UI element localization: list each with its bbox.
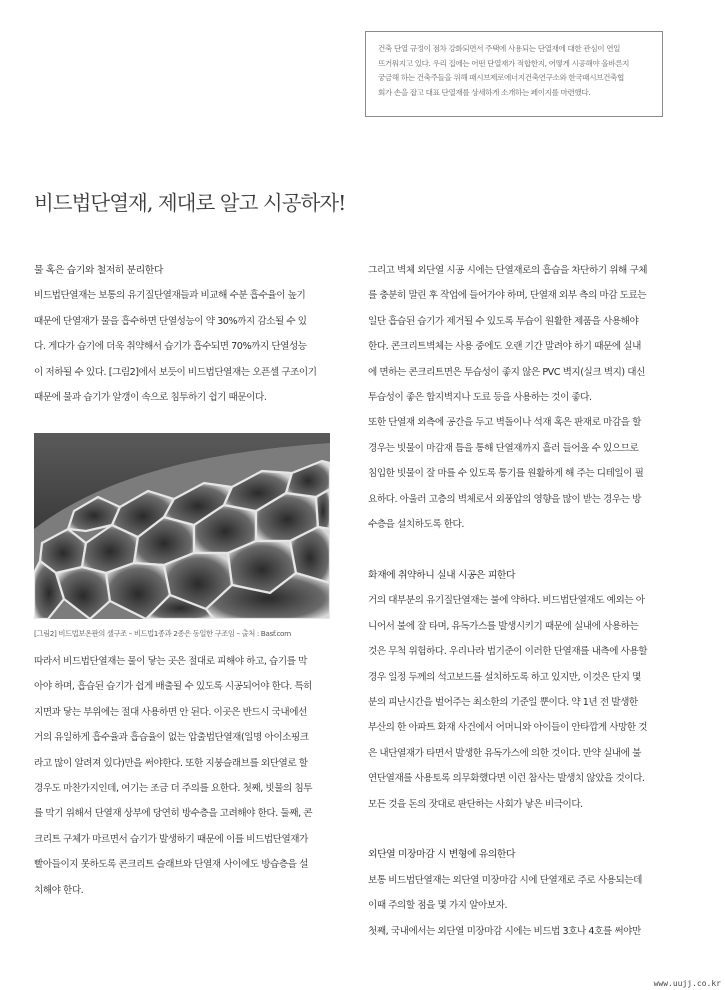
body-line: 를 충분히 말린 후 작업에 들어가야 하며, 단열재 외부 측의 마감 도료는 <box>368 290 647 302</box>
intro-line: 궁금해 하는 건축주들을 위해 패시브제로에너지건축연구소와 한국패시브건축협 <box>378 73 624 83</box>
intro-line: 뜨거워지고 있다. 우리 집에는 어떤 단열재가 적합한지, 어떻게 시공해야 올바른지 <box>378 58 630 68</box>
body-line: 은 내단열재가 타면서 발생한 유독가스에 의한 것이다. 만약 실내에 불 <box>368 747 641 759</box>
section-heading: 화재에 취약하니 실내 시공은 피한다 <box>368 569 516 581</box>
body-line: 일단 흡습된 습기가 제거될 수 있도록 투습이 원활한 제품을 사용해야 <box>368 315 639 327</box>
body-line: 를 막기 위해서 단열재 상부에 당연히 방수층을 고려해야 한다. 둘째, 콘 <box>34 808 313 820</box>
body-line: 요하다. 아울러 고층의 벽체로서 외풍압의 영향을 많이 받는 경우는 방 <box>368 493 641 505</box>
intro-box <box>365 31 663 117</box>
body-line: 부산의 한 아파트 화재 사건에서 어머니와 아이들이 안타깝게 사망한 것 <box>368 722 648 734</box>
body-line: 니어서 불에 잘 타며, 유독가스를 발생시키기 때문에 실내에 사용하는 <box>368 620 639 632</box>
left-column-bottom <box>34 649 340 903</box>
body-line: 거의 유일하게 흡수율과 흡습율이 없는 압출법단열재(일명 아이소핑크 <box>34 732 309 744</box>
section-heading: 물 혹은 습기와 철저히 분리한다 <box>34 265 163 276</box>
body-line: 치해야 한다. <box>34 884 84 896</box>
body-line: 경우 일정 두께의 석고보드를 설치하도록 하고 있지만, 이것은 단지 몇 <box>368 671 641 683</box>
body-line: 에 면하는 콘크리트면은 투습성이 좋지 않은 PVC 벽지(실크 벽지) 대신 <box>368 366 645 378</box>
body-line: 빨아들이지 못하도록 콘크리트 슬래브와 단열재 사이에도 방습층을 설 <box>34 859 308 871</box>
body-line: 라고 많이 알려져 있다)만을 써야한다. 또한 지붕슬래브를 외단열로 할 <box>34 757 308 769</box>
body-line: 지면과 닿는 부위에는 절대 사용하면 안 된다. 이곳은 반드시 국내에선 <box>34 706 307 718</box>
intro-line: 회가 손을 잡고 대표 단열재를 상세하게 소개하는 페이지를 마련했다. <box>378 87 591 97</box>
body-line: 모든 것을 돈의 잣대로 판단하는 사회가 낳은 비극이다. <box>368 798 583 810</box>
body-line: 분의 피난시간을 벌어주는 최소한의 기준일 뿐이다. 약 1년 전 발생한 <box>368 696 638 708</box>
body-line: 경우도 마찬가지인데, 여기는 조금 더 주의를 요한다. 첫째, 빗물의 침투 <box>34 783 313 795</box>
body-line: 따라서 비드법단열재는 물이 닿는 곳은 절대로 피해야 하고, 습기를 막 <box>34 656 307 667</box>
right-column <box>368 258 673 944</box>
body-line: 보통 비드법단열재는 외단열 미장마감 시에 단열재로 주로 사용되는데 <box>368 874 642 886</box>
body-line: 수층을 설치하도록 한다. <box>368 519 464 531</box>
body-line: 비드법단열재는 보통의 유기질단열재들과 비교해 수분 흡수율이 높기 <box>34 290 306 302</box>
body-line: 연단열재를 사용토록 의무화했다면 이런 참사는 발생치 않았을 것이다. <box>368 773 645 785</box>
body-line: 또한 단열재 외측에 공간을 두고 벽돌이나 석재 혹은 판재로 마감을 할 <box>368 417 641 429</box>
blank-line <box>368 537 673 562</box>
body-line: 이때 주의할 점을 몇 가지 알아보자. <box>368 900 508 912</box>
body-line: 그리고 벽체 외단열 시공 시에는 단열재로의 흡습을 차단하기 위해 구체 <box>368 265 648 276</box>
body-line: 것은 무척 위험하다. 우리나라 법기준이 이러한 단열재를 내측에 사용할 <box>368 646 648 658</box>
blank-line <box>368 817 673 842</box>
body-line: 때문에 물과 습기가 알갱이 속으로 침투하기 쉽기 때문이다. <box>34 392 267 404</box>
intro-line: 건축 단열 규정이 점차 강화되면서 주택에 사용되는 단열재에 대한 관심이 연일 <box>378 44 621 53</box>
body-line: 크리트 구체가 마르면서 습기가 발생하기 때문에 이를 비드법단열재가 <box>34 833 308 845</box>
body-line: 침입한 빗물이 잘 마를 수 있도록 통기를 원활하게 해 주는 디테일이 필 <box>368 468 644 480</box>
body-line: 아야 하며, 흡습된 습기가 쉽게 배출될 수 있도록 시공되어야 한다. 특히 <box>34 681 313 693</box>
body-line: 투습성이 좋은 합지벽지나 도료 등을 사용하는 것이 좋다. <box>368 392 592 404</box>
site-url: www.uujj.co.kr <box>653 979 721 988</box>
article-headline: 비드법단열재, 제대로 알고 시공하자! <box>34 191 346 215</box>
bead-cell-structure-photo <box>34 433 330 619</box>
section-heading: 외단열 미장마감 시 변형에 유의한다 <box>368 849 516 861</box>
body-line: 때문에 단열재가 물을 흡수하면 단열성능이 약 30%까지 감소될 수 있 <box>34 315 307 327</box>
body-line: 첫째, 국내에서는 외단열 미장마감 시에는 비드법 3호나 4호를 써야만 <box>368 925 641 937</box>
body-line: 이 저하될 수 있다. [그림2]에서 보듯이 비드법단열재는 오픈셀 구조이기 <box>34 366 317 378</box>
body-line: 다. 게다가 습기에 더욱 취약해서 습기가 흡수되면 70%까지 단열성능 <box>34 341 307 353</box>
body-line: 거의 대부분의 유기질단열재는 불에 약하다. 비드법단열재도 예외는 아 <box>368 595 645 607</box>
left-column-top <box>34 258 340 410</box>
photo-caption: [그림2] 비드법보온판의 셀구조 – 비드법1종과 2종은 동일한 구조임 – 출처 : Basf.com <box>34 629 291 638</box>
body-line: 경우는 빗물이 마감재 틈을 통해 단열재까지 흘러 들어올 수 있으므로 <box>368 442 639 454</box>
body-line: 한다. 콘크리트벽체는 사용 중에도 오랜 기간 말려야 하기 때문에 실내 <box>368 341 641 353</box>
